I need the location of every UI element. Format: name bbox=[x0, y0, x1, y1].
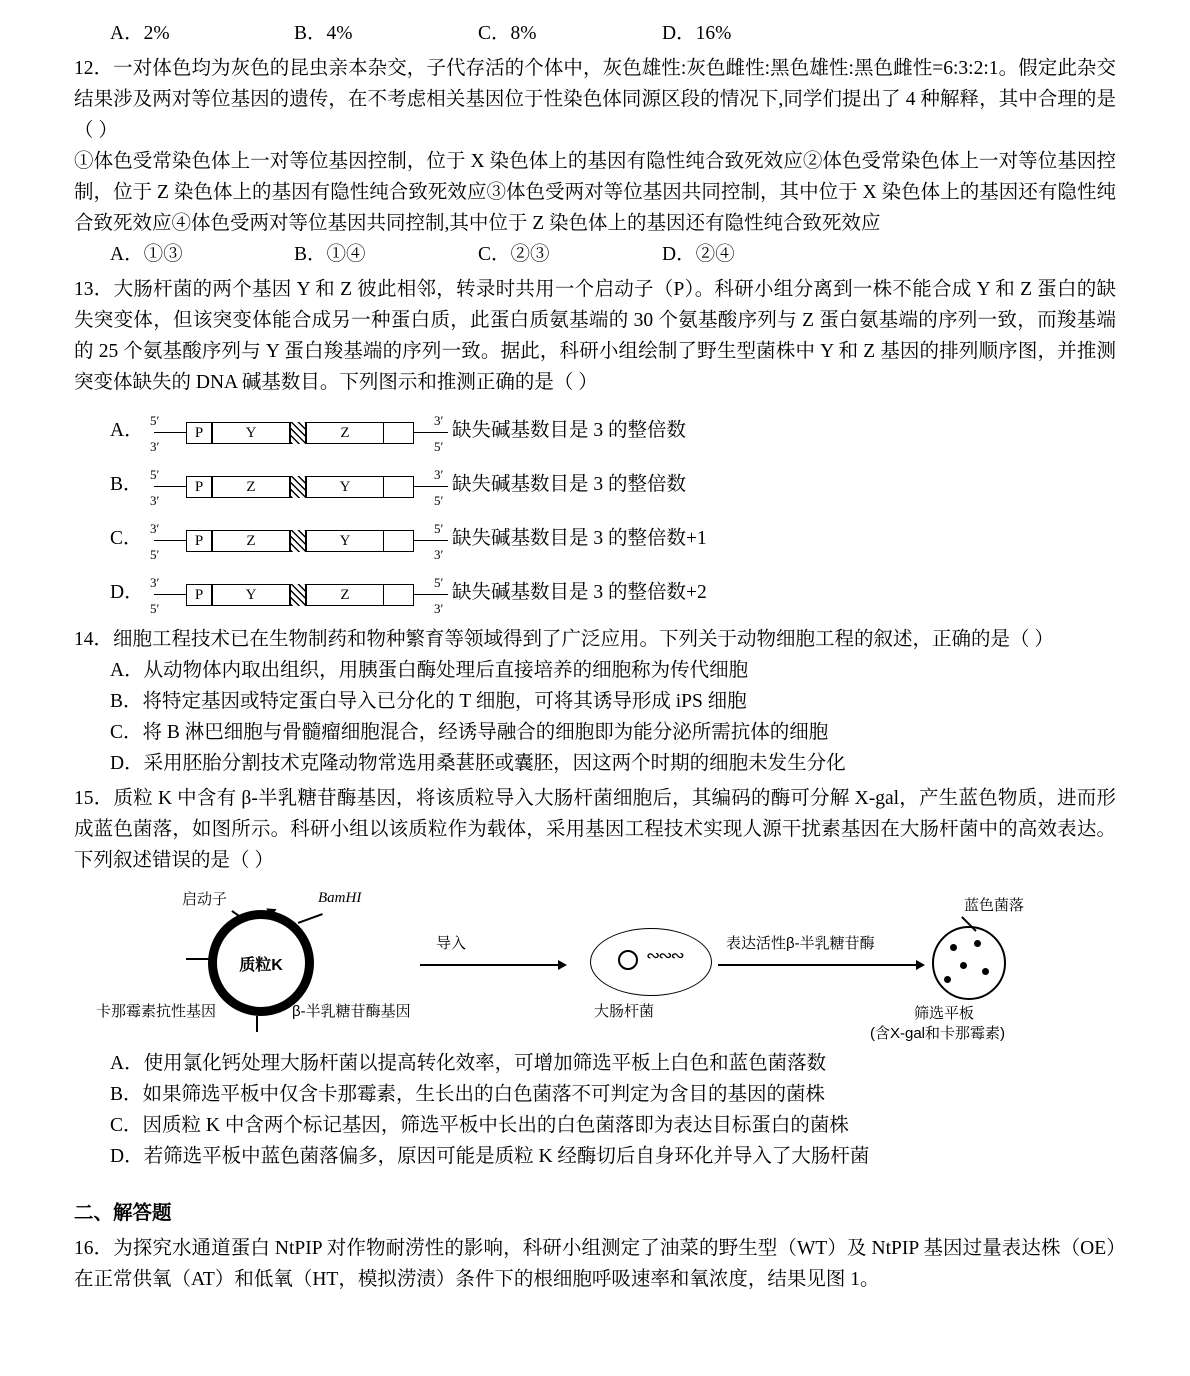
q15-option-c-text: 因质粒 K 中含两个标记基因，筛选平板中长出的白色菌落即为表达目标蛋白的菌株 bbox=[142, 1115, 849, 1136]
q12-option-d-label: D． bbox=[662, 244, 696, 265]
q14-option-a-text: 从动物体内取出组织，用胰蛋白酶处理后直接培养的细胞称为传代细胞 bbox=[143, 660, 749, 681]
q15-option-c-label: C． bbox=[110, 1115, 143, 1136]
q12-explanations: ①体色受常染色体上一对等位基因控制，位于 X 染色体上的基因有隐性纯合致死效应②体色受常染色体上一对等位基因控制，位于 Z 染色体上的基因有隐性纯合致死效应③体色受两对等位基因共同控制，其中位于 X 染色体上的基因还有隐性纯合致死效应④体色受两对等位基因共同控制,其中位于 Z 染色体上的基因还有隐性纯合致死效应 bbox=[74, 151, 1116, 234]
q15-option-a bbox=[74, 1048, 1116, 1079]
q13-map-a-seg-2: Z bbox=[306, 422, 384, 444]
q11-option-d bbox=[662, 18, 846, 49]
q13-map-c-label: C． bbox=[110, 528, 143, 549]
q13-map-b-right-bottom: 5′ bbox=[434, 493, 444, 508]
q16-stem-block bbox=[74, 1233, 1116, 1295]
q13-map-a-label: A． bbox=[110, 420, 144, 441]
q13-map-c bbox=[74, 516, 1116, 562]
q14-option-d bbox=[74, 748, 1116, 779]
selection-plate-icon bbox=[932, 926, 1006, 1000]
q13-map-b-right-top: 3′ bbox=[434, 467, 444, 482]
q15-option-b-text: 如果筛选平板中仅含卡那霉素，生长出的白色菌落不可判定为含目的基因的菌株 bbox=[142, 1084, 826, 1105]
q14-number: 14． bbox=[74, 629, 114, 650]
q14-option-b-label: B． bbox=[110, 691, 143, 712]
q12-option-b-label: B． bbox=[294, 244, 327, 265]
question-15 bbox=[74, 783, 1116, 1172]
q13-map-d-right-top: 5′ bbox=[434, 575, 444, 590]
q15-option-d bbox=[74, 1141, 1116, 1172]
gene-map-diagram-icon bbox=[144, 516, 444, 562]
question-12 bbox=[74, 53, 1116, 270]
q15-option-d-text: 若筛选平板中蓝色菌落偏多，原因可能是质粒 K 经酶切后自身环化并导入了大肠杆菌 bbox=[143, 1146, 870, 1167]
q14-option-c bbox=[74, 717, 1116, 748]
q14-option-d-label: D． bbox=[110, 753, 144, 774]
q13-map-a-seg-1: Y bbox=[212, 422, 290, 444]
q14-stem-block bbox=[74, 624, 1116, 655]
q13-map-d-seg-2: Z bbox=[306, 584, 384, 606]
q15-option-b bbox=[74, 1079, 1116, 1110]
q12-options-row bbox=[74, 239, 1116, 270]
q11-option-c-text: 8% bbox=[510, 23, 537, 44]
q13-map-d-seg-p: P bbox=[186, 584, 212, 606]
plate-note-label: (含X-gal和卡那霉素) bbox=[870, 1025, 1006, 1042]
q13-map-b-left-top: 5′ bbox=[150, 467, 160, 482]
q13-map-b-left-bottom: 3′ bbox=[150, 493, 160, 508]
q13-map-d-left-bottom: 5′ bbox=[150, 601, 160, 616]
q13-map-c-text: 缺失碱基数目是 3 的整倍数+1 bbox=[452, 528, 707, 549]
q13-map-b-seg-p: P bbox=[186, 476, 212, 498]
q12-stem-block bbox=[74, 53, 1116, 146]
q14-option-c-text: 将 B 淋巴细胞与骨髓瘤细胞混合，经诱导融合的细胞即为能分泌所需抗体的细胞 bbox=[142, 722, 829, 743]
q11-option-a bbox=[110, 18, 294, 49]
q14-option-b bbox=[74, 686, 1116, 717]
q15-number: 15． bbox=[74, 788, 114, 809]
q13-number: 13． bbox=[74, 279, 114, 300]
q13-map-a-seg-p: P bbox=[186, 422, 212, 444]
q12-option-b bbox=[294, 239, 478, 270]
q11-options-row bbox=[74, 18, 1116, 49]
kanamycin-gene-label: 卡那霉素抗性基因 bbox=[96, 1003, 217, 1020]
q13-map-b-seg-1: Z bbox=[212, 476, 290, 498]
bamhi-label: BamHI bbox=[318, 890, 362, 906]
q13-map-a-right-top: 3′ bbox=[434, 413, 444, 428]
q13-map-a-right-bottom: 5′ bbox=[434, 439, 444, 454]
q12-option-a bbox=[110, 239, 294, 270]
q13-map-c-seg-1: Z bbox=[212, 530, 290, 552]
q12-stem: 一对体色均为灰色的昆虫亲本杂交，子代存活的个体中，灰色雄性:灰色雌性:黑色雄性:黑色雌性=6:3:2:1。假定此杂交结果涉及两对等位基因的遗传，在不考虑相关基因位于性染色体同源区段的情况下,同学们提出了 4 种解释，其中合理的是（ ） bbox=[74, 58, 1116, 141]
q15-option-d-label: D． bbox=[110, 1146, 144, 1167]
q12-option-d bbox=[662, 239, 846, 270]
q15-option-c bbox=[74, 1110, 1116, 1141]
q11-option-a-label: A． bbox=[110, 23, 144, 44]
q14-option-a-label: A． bbox=[110, 660, 144, 681]
q15-option-a-text: 使用氯化钙处理大肠杆菌以提高转化效率，可增加筛选平板上白色和蓝色菌落数 bbox=[143, 1053, 827, 1074]
q13-map-a-left-bottom: 3′ bbox=[150, 439, 160, 454]
q14-option-a bbox=[74, 655, 1116, 686]
section-title-2: 二、解答题 bbox=[74, 1203, 172, 1224]
blue-colony-label: 蓝色菌落 bbox=[964, 897, 1025, 914]
q14-stem: 细胞工程技术已在生物制药和物种繁育等领域得到了广泛应用。下列关于动物细胞工程的叙述，正确的是（ ） bbox=[113, 629, 1054, 650]
q12-option-c-text: ②③ bbox=[510, 244, 550, 265]
q14-option-c-label: C． bbox=[110, 722, 143, 743]
q11-option-b-text: 4% bbox=[326, 23, 353, 44]
gene-map-diagram-icon bbox=[144, 570, 444, 616]
q13-map-c-seg-p: P bbox=[186, 530, 212, 552]
q12-option-c bbox=[478, 239, 662, 270]
ecoli-label: 大肠杆菌 bbox=[594, 1003, 655, 1020]
q13-stem-block bbox=[74, 274, 1116, 398]
q12-option-d-text: ②④ bbox=[695, 244, 735, 265]
gene-map-diagram-icon bbox=[144, 462, 444, 508]
plate-label: 筛选平板 bbox=[914, 1005, 975, 1022]
q13-map-d-text: 缺失碱基数目是 3 的整倍数+2 bbox=[452, 582, 707, 603]
q13-map-d-label: D． bbox=[110, 582, 144, 603]
q16-stem: 为探究水通道蛋白 NtPIP 对作物耐涝性的影响，科研小组测定了油菜的野生型（WT）及 NtPIP 基因过量表达株（OE）在正常供氧（AT）和低氧（HT，模拟涝渍）条件下的根细胞呼吸速率和氧浓度，结果见图 1。 bbox=[74, 1238, 1116, 1290]
q13-map-c-right-top: 5′ bbox=[434, 521, 444, 536]
q15-plasmid-diagram bbox=[96, 888, 1070, 1042]
q15-stem-block bbox=[74, 783, 1116, 876]
q13-map-d bbox=[74, 570, 1116, 616]
q11-option-d-label: D． bbox=[662, 23, 696, 44]
express-label: 表达活性β-半乳糖苷酶 bbox=[726, 935, 875, 952]
q11-option-d-text: 16% bbox=[695, 23, 732, 44]
q13-map-d-left-top: 3′ bbox=[150, 575, 160, 590]
transform-label: 导入 bbox=[436, 935, 467, 952]
q11-option-c bbox=[478, 18, 662, 49]
q13-map-a-text: 缺失碱基数目是 3 的整倍数 bbox=[452, 420, 687, 441]
lacz-gene-label: β-半乳糖苷酶基因 bbox=[292, 1003, 411, 1020]
q13-map-b-label: B． bbox=[110, 474, 143, 495]
q14-option-d-text: 采用胚胎分割技术克隆动物常选用桑葚胚或囊胚，因这两个时期的细胞未发生分化 bbox=[143, 753, 846, 774]
q13-map-c-left-bottom: 5′ bbox=[150, 547, 160, 562]
q11-option-b-label: B． bbox=[294, 23, 327, 44]
q13-map-d-seg-1: Y bbox=[212, 584, 290, 606]
q12-option-b-text: ①④ bbox=[326, 244, 366, 265]
q13-map-b bbox=[74, 462, 1116, 508]
q13-map-b-text: 缺失碱基数目是 3 的整倍数 bbox=[452, 474, 687, 495]
q11-option-b bbox=[294, 18, 478, 49]
q13-map-a bbox=[74, 408, 1116, 454]
q16-number: 16． bbox=[74, 1238, 114, 1259]
q15-option-a-label: A． bbox=[110, 1053, 144, 1074]
plasmid-label: 质粒K bbox=[222, 924, 300, 1002]
q12-option-c-label: C． bbox=[478, 244, 511, 265]
q12-number: 12． bbox=[74, 58, 114, 79]
q13-stem: 大肠杆菌的两个基因 Y 和 Z 彼此相邻，转录时共用一个启动子（P）。科研小组分离到一株不能合成 Y 和 Z 蛋白的缺失突变体，但该突变体能合成另一种蛋白质，此蛋白质氨基端的 30 个氨基酸序列与 Z 蛋白氨基端的序列一致，而羧基端的 25 个氨基酸序列与 Y 蛋白羧基端的序列一致。据此，科研小组绘制了野生型菌株中 Y 和 Z 基因的排列顺序图，并推测突变体缺失的 DNA 碱基数目。下列图示和推测正确的是（ ） bbox=[74, 279, 1116, 393]
question-14 bbox=[74, 624, 1116, 779]
q14-option-b-text: 将特定基因或特定蛋白导入已分化的 T 细胞，可将其诱导形成 iPS 细胞 bbox=[142, 691, 747, 712]
dna-squiggle-icon: ∾∾∾ bbox=[646, 946, 683, 965]
q12-option-a-label: A． bbox=[110, 244, 144, 265]
question-13 bbox=[74, 274, 1116, 616]
q13-map-a-left-top: 5′ bbox=[150, 413, 160, 428]
q15-option-b-label: B． bbox=[110, 1084, 143, 1105]
q11-option-c-label: C． bbox=[478, 23, 511, 44]
q13-map-d-right-bottom: 3′ bbox=[434, 601, 444, 616]
q13-map-b-seg-2: Y bbox=[306, 476, 384, 498]
q13-map-c-left-top: 3′ bbox=[150, 521, 160, 536]
promoter-label: 启动子 bbox=[182, 891, 228, 908]
gene-map-diagram-icon bbox=[144, 408, 444, 454]
q13-map-c-seg-2: Y bbox=[306, 530, 384, 552]
q13-map-c-right-bottom: 3′ bbox=[434, 547, 444, 562]
q15-stem: 质粒 K 中含有 β-半乳糖苷酶基因，将该质粒导入大肠杆菌细胞后，其编码的酶可分解 X-gal，产生蓝色物质，进而形成蓝色菌落，如图所示。科研小组以该质粒作为载体，采用基因工程技术实现人源干扰素基因在大肠杆菌中的高效表达。下列叙述错误的是（ ） bbox=[74, 788, 1116, 871]
question-16 bbox=[74, 1233, 1116, 1295]
q11-option-a-text: 2% bbox=[143, 23, 170, 44]
plasmid-inside-cell-icon bbox=[618, 950, 638, 970]
q13-gene-maps bbox=[74, 408, 1116, 616]
q12-option-a-text: ①③ bbox=[143, 244, 183, 265]
